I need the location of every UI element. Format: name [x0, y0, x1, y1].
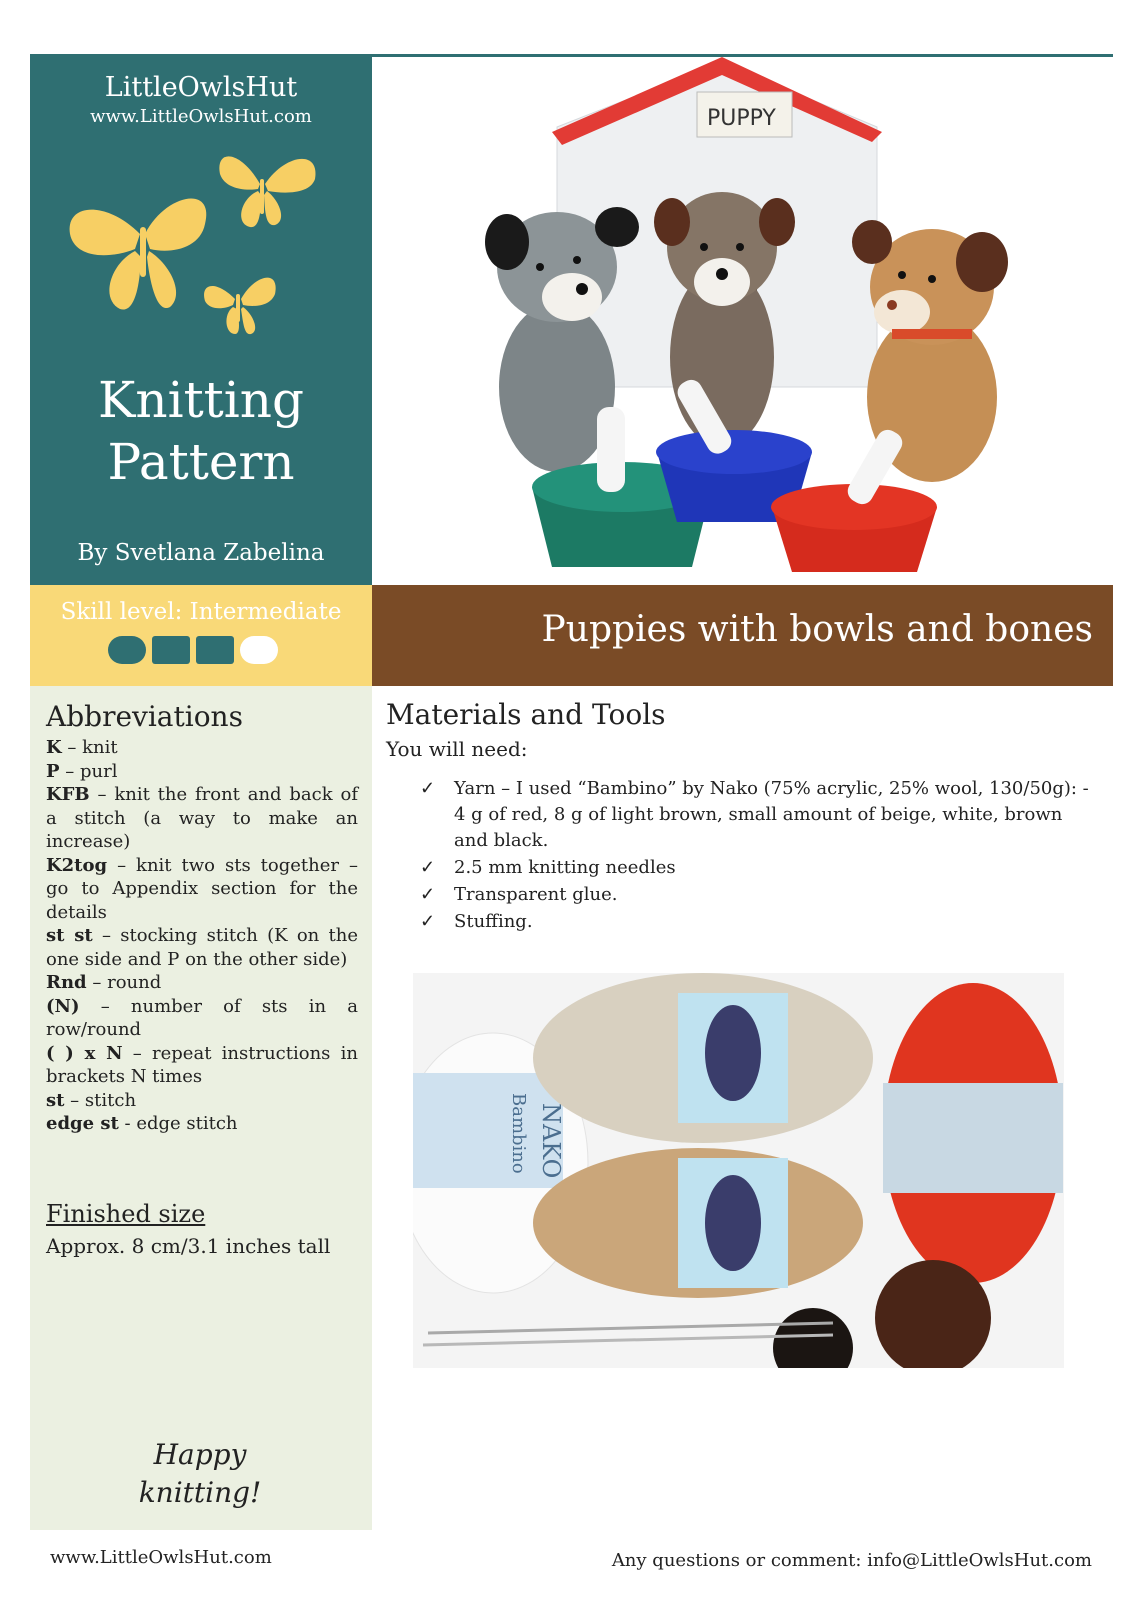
abbreviation-item — [46, 760, 358, 784]
sidebar — [30, 686, 372, 1530]
footer-website[interactable]: www.LittleOwlsHut.com — [50, 1547, 272, 1568]
abbreviation-item — [46, 971, 358, 995]
abbreviation-definition: – round — [86, 972, 162, 993]
brand-panel — [30, 54, 372, 585]
materials-list — [420, 776, 1092, 936]
abbreviation-term: st st — [46, 925, 93, 946]
skill-segment — [108, 636, 146, 664]
butterfly-icon — [65, 139, 325, 349]
abbreviation-definition: – knit the front and back of a stitch (a way to make an increase) — [46, 784, 358, 852]
abbreviation-item — [46, 854, 358, 925]
materials-item — [420, 909, 1092, 935]
abbreviation-item — [46, 924, 358, 971]
check-icon: ✓ — [420, 884, 436, 905]
abbreviation-term: P — [46, 760, 60, 782]
brand-url[interactable]: www.LittleOwlsHut.com — [90, 106, 312, 127]
abbreviation-definition: – knit two sts together – go to Appendix section for the details — [46, 854, 358, 923]
house-sign: PUPPY — [707, 106, 776, 131]
abbreviation-item — [46, 1042, 358, 1089]
yarn-product-label: Bambino — [508, 1093, 529, 1174]
finished-size-text: Approx. 8 cm/3.1 inches tall — [46, 1234, 331, 1258]
abbreviation-definition: – purl — [59, 760, 118, 782]
skill-segment — [196, 636, 234, 664]
document-title — [30, 369, 372, 493]
yarn-photo — [413, 973, 1064, 1368]
materials-item-text: Stuffing. — [454, 911, 533, 932]
check-icon: ✓ — [420, 911, 436, 932]
skill-panel — [30, 585, 372, 686]
skill-meter — [108, 634, 288, 666]
document-title-line2: Pattern — [107, 433, 295, 491]
abbreviation-item — [46, 783, 358, 854]
check-icon: ✓ — [420, 778, 436, 799]
abbreviation-term: ( ) x N — [46, 1042, 123, 1064]
abbreviation-definition: – stitch — [64, 1089, 137, 1111]
closing-line1: Happy — [153, 1438, 247, 1471]
materials-item — [420, 882, 1092, 908]
materials-item-text: Yarn – I used “Bambino” by Nako (75% acrylic, 25% wool, 130/50g): - 4 g of red, 8 g of light brown, small amount of beige, white, brown and black. — [454, 778, 1089, 851]
abbreviation-definition: – stocking stitch (K on the one side and P on the other side) — [46, 925, 358, 970]
check-icon: ✓ — [420, 857, 436, 878]
abbreviation-item — [46, 736, 358, 760]
abbreviation-term: K — [46, 737, 62, 758]
abbreviation-definition: – knit — [61, 737, 118, 758]
materials-item — [420, 855, 1092, 881]
abbreviation-term: edge st — [46, 1113, 119, 1134]
puppies-photo — [372, 54, 1113, 585]
skill-segment — [152, 636, 190, 664]
skill-segment — [240, 636, 278, 664]
pattern-name: Puppies with bowls and bones — [541, 609, 1093, 650]
abbreviation-term: KFB — [46, 784, 90, 805]
materials-item-text: Transparent glue. — [454, 884, 618, 905]
footer-contact: Any questions or comment: info@LittleOwlsHut.com — [611, 1550, 1092, 1571]
abbreviation-term: st — [46, 1089, 65, 1111]
abbreviation-term: (N) — [46, 995, 80, 1017]
materials-item — [420, 776, 1092, 854]
abbreviation-definition: - edge stitch — [118, 1113, 238, 1134]
author-name: By Svetlana Zabelina — [77, 540, 325, 566]
abbreviations-heading: Abbreviations — [46, 700, 243, 733]
abbreviation-term: K2tog — [46, 854, 108, 876]
materials-intro: You will need: — [386, 737, 528, 761]
abbreviation-definition: – repeat instructions in brackets N times — [46, 1042, 358, 1087]
finished-size-heading: Finished size — [46, 1200, 206, 1228]
brand-name: LittleOwlsHut — [104, 72, 298, 103]
abbreviation-item — [46, 995, 358, 1042]
yarn-brand-label: NAKO — [537, 1103, 565, 1179]
document-title-line1: Knitting — [98, 371, 304, 429]
abbreviation-definition: – number of sts in a row/round — [46, 995, 358, 1040]
title-bar — [372, 585, 1113, 686]
abbreviation-term: Rnd — [46, 972, 87, 993]
closing-line2: knitting! — [138, 1476, 262, 1509]
skill-level-label: Skill level: Intermediate — [60, 599, 342, 625]
materials-item-text: 2.5 mm knitting needles — [454, 857, 676, 878]
abbreviation-item — [46, 1089, 358, 1113]
abbreviation-item — [46, 1112, 358, 1136]
materials-heading: Materials and Tools — [386, 698, 666, 731]
closing-message — [100, 1436, 300, 1512]
abbreviations-list — [46, 736, 358, 1136]
